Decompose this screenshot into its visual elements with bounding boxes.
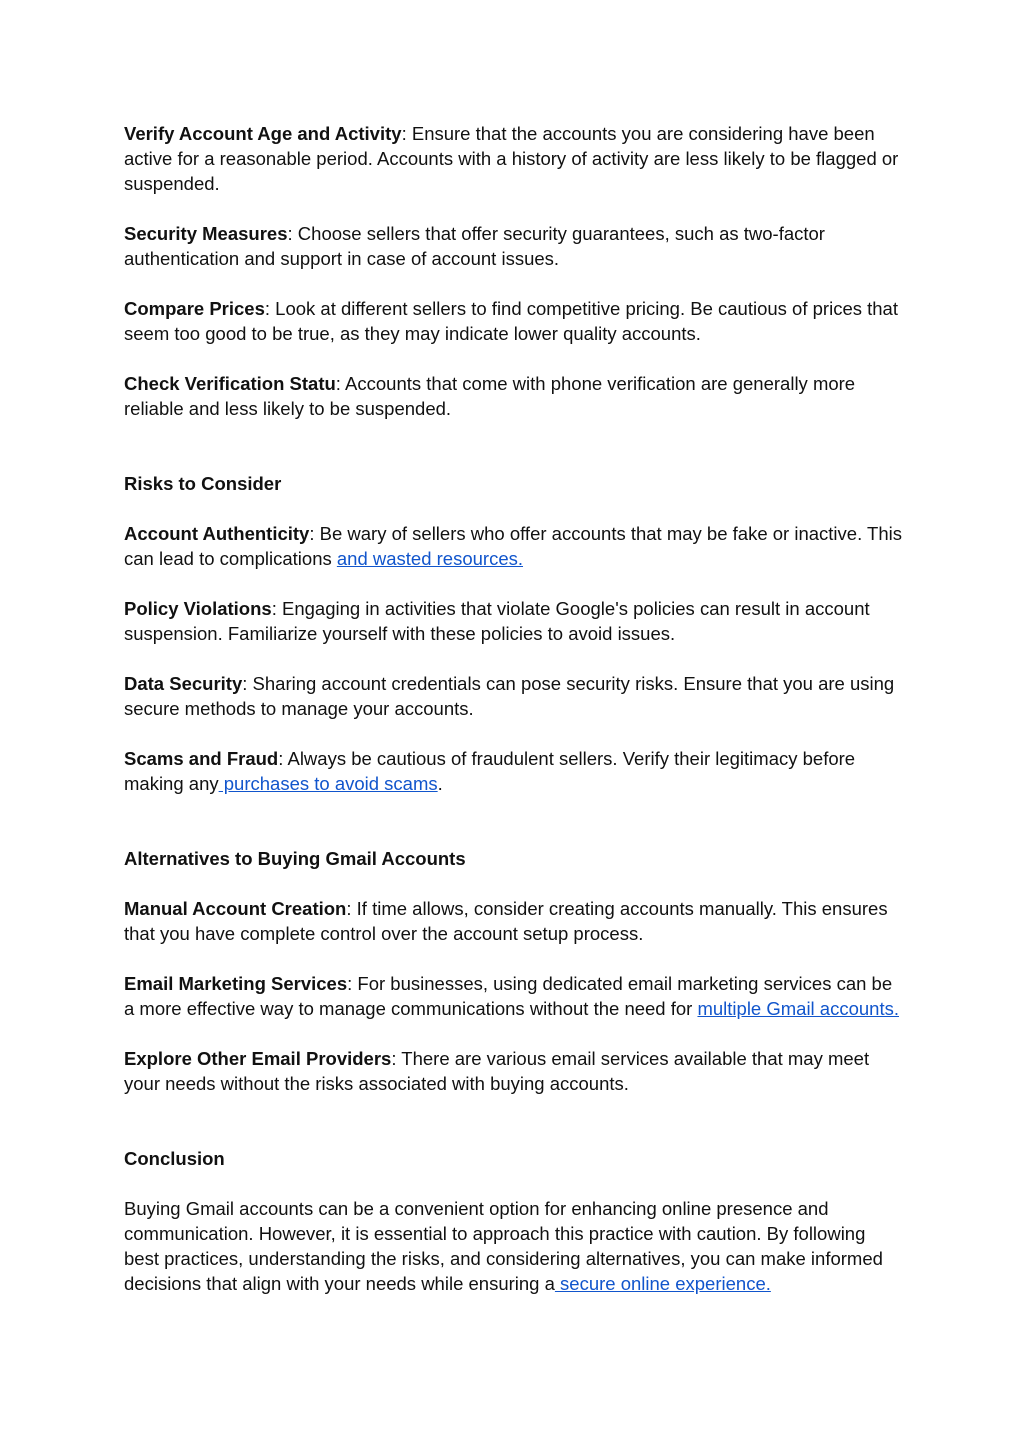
alternative-paragraph (124, 971, 904, 1021)
multiple-gmail-accounts-link[interactable]: multiple Gmail accounts. (697, 998, 899, 1019)
tip-term: Compare Prices (124, 298, 265, 319)
tip-text: : Choose sellers that offer security guarantees, such as two-factor authentication and support in case of account issues. (124, 223, 825, 269)
conclusion-text: Buying Gmail accounts can be a convenient option for enhancing online presence and communication. However, it is essential to approach this practice with caution. By following best practices, understanding the risks, and considering alternatives, you can make informed decisions that align with your needs while ensuring a (124, 1198, 883, 1294)
risk-paragraph (124, 671, 904, 721)
alternative-term: Explore Other Email Providers (124, 1048, 392, 1069)
alternative-text: : If time allows, consider creating accounts manually. This ensures that you have complete control over the account setup process. (124, 898, 888, 944)
tip-paragraph (124, 296, 904, 346)
alternative-paragraph (124, 896, 904, 946)
wasted-resources-link[interactable]: and wasted resources. (336, 548, 524, 569)
risk-paragraph (124, 521, 904, 571)
alternative-paragraph (124, 1046, 904, 1096)
alternative-term: Manual Account Creation (124, 898, 347, 919)
risks-heading: Risks to Consider (124, 473, 282, 494)
section-spacer (124, 821, 904, 846)
risk-paragraph (124, 746, 904, 796)
tip-paragraph (124, 221, 904, 271)
tip-paragraph (124, 121, 904, 196)
risk-paragraph (124, 596, 904, 646)
risk-term: Account Authenticity (124, 523, 310, 544)
risk-term: Data Security (124, 673, 243, 694)
section-spacer (124, 1121, 904, 1146)
conclusion-heading: Conclusion (124, 1148, 225, 1169)
alternative-text: : For businesses, using dedicated email marketing services can be a more effective way to manage communications without the need for (124, 973, 893, 1019)
risk-text-after: . (437, 773, 443, 794)
tip-term: Verify Account Age and Activity (124, 123, 402, 144)
tip-term: Security Measures (124, 223, 288, 244)
risk-term: Scams and Fraud (124, 748, 279, 769)
avoid-scams-link[interactable]: purchases to avoid scams (218, 773, 438, 794)
risk-text: : Sharing account credentials can pose security risks. Ensure that you are using secure methods to manage your accounts. (124, 673, 895, 719)
alternative-term: Email Marketing Services (124, 973, 348, 994)
risk-text: : Engaging in activities that violate Google's policies can result in account suspension. Familiarize yourself with these policies to avoid issues. (124, 598, 870, 644)
risk-text: : Always be cautious of fraudulent sellers. Verify their legitimacy before making any (124, 748, 856, 794)
tip-paragraph (124, 371, 904, 421)
tip-term: Check Verification Statu (124, 373, 336, 394)
tip-text: : Look at different sellers to find competitive pricing. Be cautious of prices that seem too good to be true, as they may indicate lower quality accounts. (124, 298, 898, 344)
alternatives-heading: Alternatives to Buying Gmail Accounts (124, 848, 466, 869)
tip-text: : Ensure that the accounts you are considering have been active for a reasonable period. Accounts with a history of activity are less likely to be flagged or suspended. (124, 123, 899, 194)
conclusion-paragraph (124, 1196, 904, 1296)
tip-text: : Accounts that come with phone verification are generally more reliable and less likely to be suspended. (124, 373, 856, 419)
secure-online-experience-link[interactable]: secure online experience. (554, 1273, 771, 1294)
risk-term: Policy Violations (124, 598, 272, 619)
risk-text: : Be wary of sellers who offer accounts that may be fake or inactive. This can lead to complications (124, 523, 902, 569)
document-page (124, 121, 904, 1321)
alternative-text: : There are various email services available that may meet your needs without the risks associated with buying accounts. (124, 1048, 870, 1094)
section-spacer (124, 446, 904, 471)
